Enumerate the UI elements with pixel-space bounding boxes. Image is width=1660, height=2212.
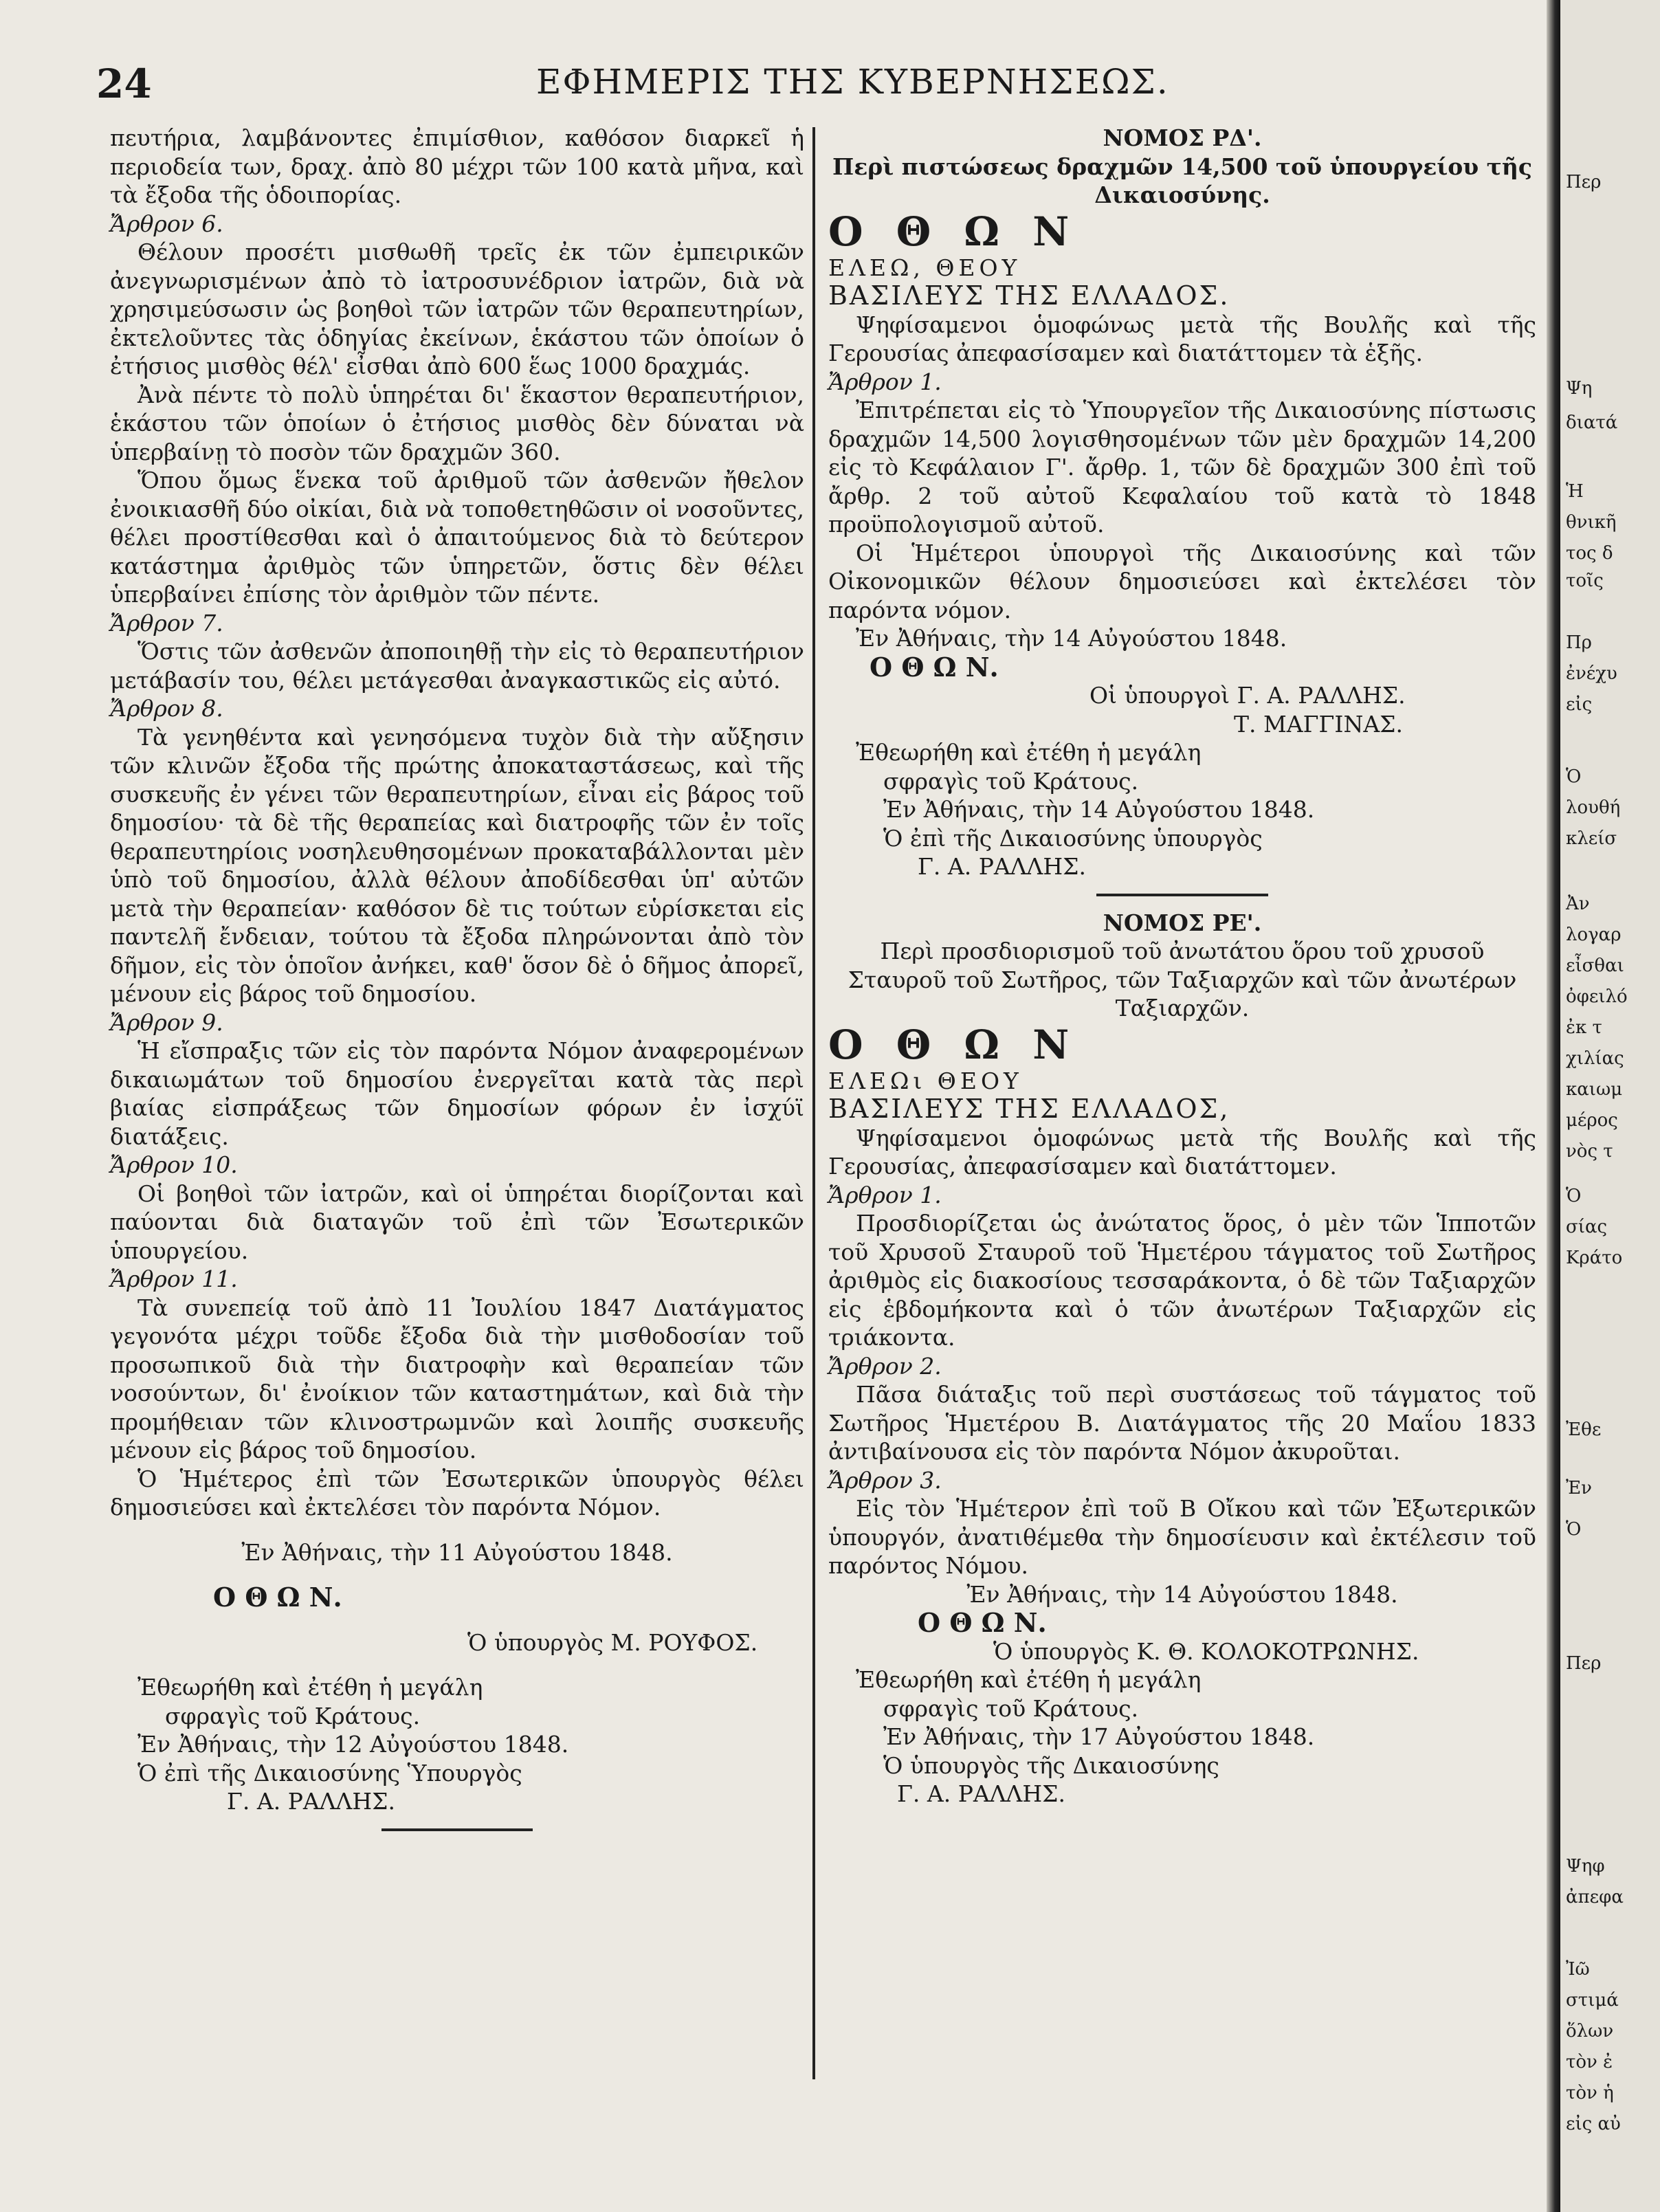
adjacent-page-fragment: Ὁ xyxy=(1566,1519,1582,1540)
adjacent-page-fragment: ὀφειλό xyxy=(1566,986,1628,1007)
article-heading: Ἄρθρον 8. xyxy=(110,695,223,722)
adjacent-page-fragment: Ὁ xyxy=(1566,766,1582,787)
seal-date: Ἐν Ἀθήναις, τὴν 12 Αὐγούστου 1848. xyxy=(137,1731,569,1758)
page-header xyxy=(96,55,1526,110)
adjacent-page-fragment: Ἐν xyxy=(1566,1478,1592,1498)
page-title: ΕΦΗΜΕΡΙΣ ΤΗΣ ΚΥΒΕΡΝΗΣΕΩΣ. xyxy=(536,62,1169,102)
adjacent-page-fragment: διατά xyxy=(1566,412,1618,433)
adjacent-page-fragment: στιμά xyxy=(1566,1990,1619,2011)
paragraph: Οἱ βοηθοὶ τῶν ἰατρῶν, καὶ οἱ ὑπηρέται διορίζονται καὶ παύονται διὰ διαταγῶν τοῦ ἐπὶ τῶν Ἐσωτερικῶν ὑπουργείου. xyxy=(110,1180,804,1264)
king-signature: Ο Θ Ω Ν. xyxy=(918,1607,1047,1638)
adjacent-page-fragment: λουθή xyxy=(1566,797,1621,818)
adjacent-page-fragment: Περ xyxy=(1566,1653,1602,1674)
adjacent-page-fragment: χιλίας xyxy=(1566,1048,1624,1069)
seal-line: Ἐθεωρήθη καὶ ἐτέθη ἡ μεγάλη xyxy=(856,739,1202,766)
adjacent-page-fragment: τὸν ἡ xyxy=(1566,2083,1614,2103)
adjacent-page-fragment: Ἡ xyxy=(1566,481,1584,502)
page-number: 24 xyxy=(96,60,152,107)
article-heading: Ἄρθρον 2. xyxy=(828,1352,942,1380)
adjacent-page-fragment: Ἰῶ xyxy=(1566,1959,1590,1980)
section-rule xyxy=(1096,894,1268,896)
article-heading: Ἄρθρον 7. xyxy=(110,609,223,637)
adjacent-page-fragment: Πρ xyxy=(1566,632,1592,653)
paragraph: Ψηφίσαμενοι ὁμοφώνως μετὰ τῆς Βουλῆς καὶ τῆς Γερουσίας ἀπεφασίσαμεν καὶ διατάττομεν τὰ ἑξῆς. xyxy=(828,311,1536,366)
binding-shadow xyxy=(1547,0,1560,2212)
article-heading: Ἄρθρον 1. xyxy=(828,1181,942,1208)
article-heading: Ἄρθρον 1. xyxy=(828,368,942,395)
paragraph: Ἡ εἴσπραξις τῶν εἰς τὸν παρόντα Νόμον ἀναφερομένων δικαιωμάτων τοῦ δημοσίου ἐνεργεῖται κατὰ τὰς περὶ βιαίας εἰσπράξεως τῶν δημοσίων φόρων ἐν ἰσχύϊ διατάξεις. xyxy=(110,1037,804,1150)
adjacent-page-fragment: μέρος xyxy=(1566,1110,1618,1131)
paragraph: Ἀνὰ πέντε τὸ πολὺ ὑπηρέται δι' ἕκαστον θεραπευτήριον, ἑκάστου τῶν ὁποίων ὁ ἐτήσιος μισθὸς δὲν δύναται νὰ ὑπερβαίνῃ τὸ ποσὸν τῶν δραχμῶν 360. xyxy=(110,381,804,465)
seal-date: Ἐν Ἀθήναις, τὴν 14 Αὐγούστου 1848. xyxy=(883,796,1315,823)
date-line: Ἐν Ἀθήναις, τὴν 14 Αὐγούστου 1848. xyxy=(966,1580,1398,1608)
article-heading: Ἄρθρον 6. xyxy=(110,210,223,237)
date-line: Ἐν Ἀθήναις, τὴν 14 Αὐγούστου 1848. xyxy=(856,625,1287,652)
adjacent-page-fragment: τοῖς xyxy=(1566,571,1604,591)
adjacent-page-fragment: ὅλων xyxy=(1566,2021,1614,2042)
law-title: ΝΟΜΟΣ ΡΕ'. xyxy=(1103,909,1262,936)
article-heading: Ἄρθρον 9. xyxy=(110,1008,223,1036)
adjacent-page-fragment: ἀπεφα xyxy=(1566,1887,1624,1907)
adjacent-page-fragment: Κράτο xyxy=(1566,1248,1623,1268)
adjacent-page-fragment: τος δ xyxy=(1566,543,1613,564)
date-line: Ἐν Ἀθήναις, τὴν 11 Αὐγούστου 1848. xyxy=(241,1538,673,1566)
law-subtitle: Περὶ προσδιορισμοῦ τοῦ ἀνωτάτου ὅρου τοῦ χρυσοῦ Σταυροῦ τοῦ Σωτῆρος, τῶν Ταξιαρχῶν καὶ τῶν ἀνωτέρων Ταξιαρχῶν. xyxy=(848,938,1517,1021)
grace-line: ΕΛΕΩι ΘΕΟΥ xyxy=(828,1067,1023,1094)
adjacent-page-fragment: Ἀν xyxy=(1566,894,1590,914)
article-heading: Ἄρθρον 3. xyxy=(828,1466,942,1494)
justice-name: Γ. Α. ΡΑΛΛΗΣ. xyxy=(227,1788,395,1815)
justice-title: Ὁ ἐπὶ τῆς Δικαιοσύνης Ὑπουργὸς xyxy=(137,1759,522,1787)
minister-signature: Ὁ ὑπουργὸς Μ. ΡΟΥΦΟΣ. xyxy=(467,1628,758,1656)
basileus-line: ΒΑΣΙΛΕΥΣ ΤΗΣ ΕΛΛΑΔΟΣ, xyxy=(828,1094,1230,1124)
seal-line: σφραγὶς τοῦ Κράτους. xyxy=(883,1694,1139,1722)
minister-signature: Τ. ΜΑΓΓΙΝΑΣ. xyxy=(1234,710,1403,738)
adjacent-page-fragment: λογαρ xyxy=(1566,925,1622,945)
law-title: ΝΟΜΟΣ ΡΔ'. xyxy=(1103,124,1262,151)
article-heading: Ἄρθρον 11. xyxy=(110,1265,238,1292)
justice-title: Ὁ ὑπουργὸς τῆς Δικαιοσύνης xyxy=(883,1751,1219,1779)
king-signature: Ο Θ Ω Ν. xyxy=(870,651,999,683)
adjacent-page-fragment: τὸν ἐ xyxy=(1566,2052,1613,2072)
king-heading: Ο Θ Ω Ν xyxy=(828,1021,1079,1068)
justice-name: Γ. Α. ΡΑΛΛΗΣ. xyxy=(897,1780,1065,1807)
paragraph: Τὰ συνεπείᾳ τοῦ ἀπὸ 11 Ἰουλίου 1847 Διατάγματος γεγονότα μέχρι τοῦδε ἔξοδα διὰ τὴν μισθοδοσίαν τοῦ προσωπικοῦ διὰ τὴν διατροφὴν καὶ θεραπείαν τῶν νοσούντων, δι' ἐνοίκιον τῶν καταστημάτων, καὶ διὰ τὴν προμήθειαν τῶν κλινοστρωμνῶν καὶ λοιπῆς συσκευῆς μένουν εἰς βάρος τοῦ δημοσίου. xyxy=(110,1294,804,1463)
paragraph: Ψηφίσαμενοι ὁμοφώνως μετὰ τῆς Βουλῆς καὶ τῆς Γερουσίας, ἀπεφασίσαμεν καὶ διατάττομεν. xyxy=(828,1124,1536,1180)
right-column xyxy=(828,124,1536,1809)
grace-line: ΕΛΕΩ, ΘΕΟΥ xyxy=(828,254,1021,281)
paragraph: Ὅπου ὅμως ἕνεκα τοῦ ἀριθμοῦ τῶν ἀσθενῶν ἤθελον ἐνοικιασθῆ δύο οἰκίαι, διὰ νὰ τοποθετηθῶσιν οἱ νοσοῦντες, θέλει προστίθεσθαι καὶ ὁ ἀπαιτούμενος διὰ τὸ δεύτερον κατάστημα ἀριθμὸς τῶν ὑπηρετῶν, ὅστις δὲν θέλει ὑπερβαίνει ἐπίσης τὸν ἀριθμὸν τῶν πέντε. xyxy=(110,467,804,608)
basileus-line: ΒΑΣΙΛΕΥΣ ΤΗΣ ΕΛΛΑΔΟΣ. xyxy=(828,280,1230,311)
paragraph: Οἱ Ἡμέτεροι ὑπουργοὶ τῆς Δικαιοσύνης καὶ τῶν Οἰκονομικῶν θέλουν δημοσιεύσει καὶ ἐκτελέσει τὸν παρόντα νόμον. xyxy=(828,539,1536,623)
minister-signature: Ὁ ὑπουργὸς Κ. Θ. ΚΟΛΟΚΟΤΡΩΝΗΣ. xyxy=(993,1637,1419,1665)
paragraph: Θέλουν προσέτι μισθωθῆ τρεῖς ἐκ τῶν ἐμπειρικῶν ἀνεγνωρισμένων ἀπὸ τὸ ἰατροσυνέδριον ἰατρῶν, διὰ νὰ χρησιμεύσωσιν ὡς βοηθοὶ τῶν ἰατρῶν τῶν θεραπευτηρίων, ἐκτελοῦντες τὰς ὁδηγίας ἐκείνων, ἑκάστου τῶν ὁποίων ὁ ἐτήσιος μισθὸς θέλ' εἶσθαι ἀπὸ 600 ἕως 1000 δραχμάς. xyxy=(110,239,804,379)
minister-signature: Οἱ ὑπουργοὶ Γ. Α. ΡΑΛΛΗΣ. xyxy=(1089,682,1406,709)
seal-date: Ἐν Ἀθήναις, τὴν 17 Αὐγούστου 1848. xyxy=(883,1723,1315,1750)
king-heading: Ο Θ Ω Ν xyxy=(828,208,1079,255)
paragraph: Πᾶσα διάταξις τοῦ περὶ συστάσεως τοῦ τάγματος τοῦ Σωτῆρος Ἡμετέρου Β. Διατάγματος τῆς 20 Μαΐου 1833 ἀντιβαίνουσα εἰς τὸν παρόντα Νόμον ἀκυροῦται. xyxy=(828,1381,1536,1465)
paragraph: Προσδιορίζεται ὡς ἀνώτατος ὅρος, ὁ μὲν τῶν Ἱπποτῶν τοῦ Χρυσοῦ Σταυροῦ τοῦ Ἡμετέρου τάγματος τοῦ Σωτῆρος ἀριθμὸς εἰς διακοσίους τεσσαράκοντα, ὁ δὲ τῶν Ταξιαρχῶν εἰς ἑβδομήκοντα καὶ ὁ τῶν ἀνωτέρων Ταξιαρχῶν εἰς τριάκοντα. xyxy=(828,1210,1536,1351)
adjacent-page-fragment: σίας xyxy=(1566,1217,1608,1237)
adjacent-page-fragment: κλείσ xyxy=(1566,828,1617,849)
seal-line: σφραγὶς τοῦ Κράτους. xyxy=(883,767,1139,795)
seal-line: Ἐθεωρήθη καὶ ἐτέθη ἡ μεγάλη xyxy=(856,1666,1202,1693)
paragraph: Εἰς τὸν Ἡμέτερον ἐπὶ τοῦ Β Οἴκου καὶ τῶν Ἐξωτερικῶν ὑπουργόν, ἀνατιθέμεθα τὴν δημοσίευσιν καὶ ἐκτέλεσιν τοῦ παρόντος Νόμου. xyxy=(828,1495,1536,1579)
adjacent-page-fragment: εἰς xyxy=(1566,694,1593,715)
article-heading: Ἄρθρον 10. xyxy=(110,1151,238,1178)
left-column xyxy=(110,124,804,1844)
king-signature: Ο Θ Ω Ν. xyxy=(213,1582,342,1613)
adjacent-page-fragment: εἶσθαι xyxy=(1566,955,1624,976)
paragraph: Τὰ γενηθέντα καὶ γενησόμενα τυχὸν διὰ τὴν αὔξησιν τῶν κλινῶν ἔξοδα τῆς πρώτης ἀποκαταστάσεως, καὶ τῆς συσκευῆς ἐν γένει τῶν θεραπευτηρίων, εἶναι εἰς βάρος τοῦ δημοσίου· τὰ δὲ τῆς θεραπείας καὶ διατροφῆς τῶν ἐν τοῖς θεραπευτηρίοις νοσηλευθησομένων προκαταβάλλονται μὲν ὑπὸ τοῦ δημοσίου, ἀλλὰ θέλουν ἀποδίδεσθαι ὑπ' αὐτῶν μετὰ τὴν θεραπείαν· καθόσον δὲ τις τούτων εὑρίσκεται εἰς παντελῆ ἔνδειαν, τούτου τὰ ἔξοδα πληρώνονται ἀπὸ τὸν δῆμον, εἰς τὸν ὁποῖον ἀνήκει, καθ' ὅσον δὲ ὁ δῆμος ἀπορεῖ, μένουν εἰς βάρος τοῦ δημοσίου. xyxy=(110,723,804,1007)
law-subtitle: Περὶ πιστώσεως δραχμῶν 14,500 τοῦ ὑπουργείου τῆς Δικαιοσύνης. xyxy=(832,153,1532,208)
adjacent-page-fragment: νὸς τ xyxy=(1566,1141,1613,1162)
justice-name: Γ. Α. ΡΑΛΛΗΣ. xyxy=(918,853,1086,880)
adjacent-page-fragment: Ψηφ xyxy=(1566,1856,1605,1877)
paragraph: πευτήρια, λαμβάνοντες ἐπιμίσθιον, καθόσον διαρκεῖ ἡ περιοδεία των, δραχ. ἀπὸ 80 μέχρι τῶν 100 κατὰ μῆνα, καὶ τὰ ἔξοδα τῆς ὁδοιπορίας. xyxy=(110,124,804,208)
adjacent-page-fragment: θνικῆ xyxy=(1566,512,1617,533)
adjacent-page-fragment: καιωμ xyxy=(1566,1079,1623,1100)
seal-line: Ἐθεωρήθη καὶ ἐτέθη ἡ μεγάλη xyxy=(137,1674,483,1701)
justice-title: Ὁ ἐπὶ τῆς Δικαιοσύνης ὑπουργὸς xyxy=(883,824,1263,852)
adjacent-page-fragment: Περ xyxy=(1566,172,1602,192)
column-divider xyxy=(812,127,815,2079)
adjacent-page-fragment: Ὁ xyxy=(1566,1186,1582,1206)
adjacent-page-fragment: ἐκ τ xyxy=(1566,1017,1602,1038)
end-rule xyxy=(381,1828,533,1831)
paragraph: Ὁ Ἡμέτερος ἐπὶ τῶν Ἐσωτερικῶν ὑπουργὸς θέλει δημοσιεύσει καὶ ἐκτελέσει τὸν παρόντα Νόμον. xyxy=(110,1465,804,1520)
adjacent-page-fragment: εἰς αὐ xyxy=(1566,2114,1621,2134)
paragraph: Ὅστις τῶν ἀσθενῶν ἀποποιηθῇ τὴν εἰς τὸ θεραπευτήριον μετάβασίν του, θέλει μετάγεσθαι ἀναγκαστικῶς εἰς αὐτό. xyxy=(110,638,804,694)
adjacent-page-fragment: Ἐθε xyxy=(1566,1419,1602,1440)
seal-line: σφραγὶς τοῦ Κράτους. xyxy=(165,1702,421,1729)
adjacent-page-fragment: ἐνέχυ xyxy=(1566,663,1617,684)
adjacent-page-edge xyxy=(1560,0,1660,2212)
adjacent-page-fragment: Ψη xyxy=(1566,378,1593,399)
paragraph: Ἐπιτρέπεται εἰς τὸ Ὑπουργεῖον τῆς Δικαιοσύνης πίστωσις δραχμῶν 14,500 λογισθησομένων τῶν μὲν δραχμῶν 14,200 εἰς τὸ Κεφάλαιον Γ'. ἄρθρ. 1, τῶν δὲ δραχμῶν 300 ἐπὶ τοῦ ἄρθρ. 2 τοῦ αὐτοῦ Κεφαλαίου τοῦ κατὰ τὸ 1848 προϋπολογισμοῦ αὐτοῦ. xyxy=(828,397,1536,538)
